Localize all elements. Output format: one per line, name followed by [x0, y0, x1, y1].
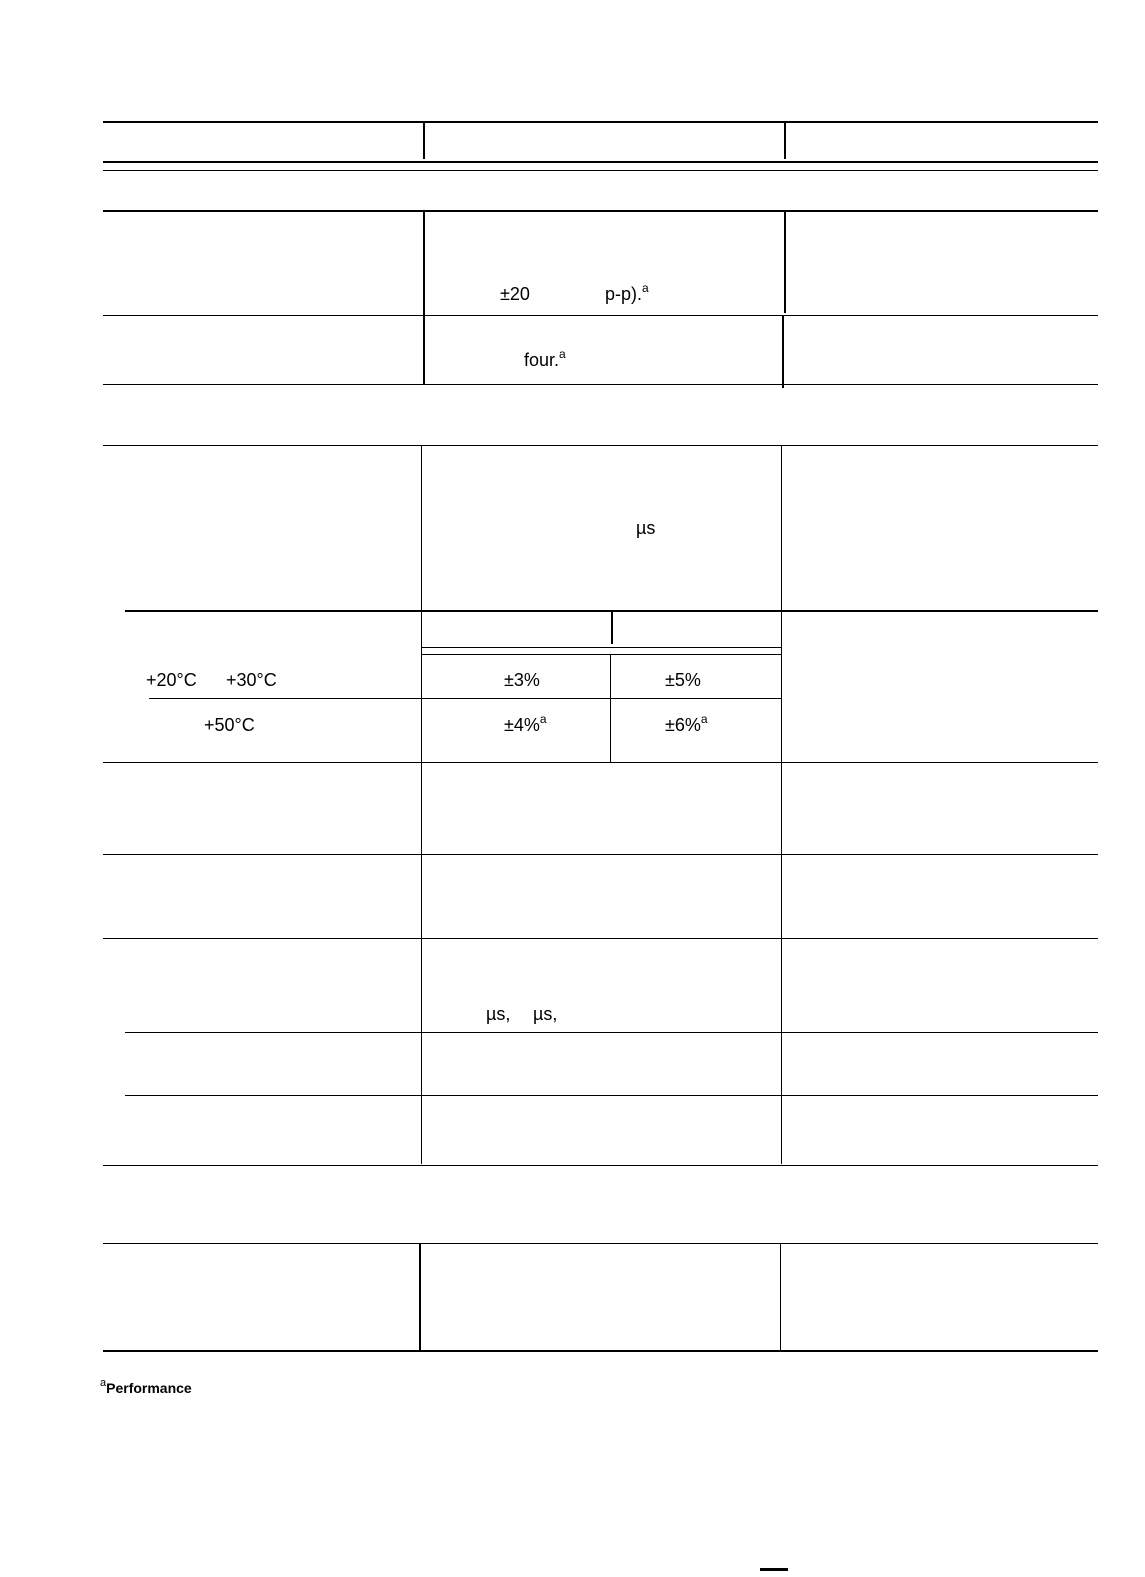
table-top-rule	[103, 121, 1098, 123]
section-1-bottom-rule	[103, 384, 1098, 385]
accuracy-b-col2: ±6%$^a$	[665, 712, 708, 735]
section-3-top-rule	[103, 1243, 1098, 1244]
accuracy-a-col2: ±5%	[665, 670, 701, 690]
row-5-bottom-rule	[103, 854, 1098, 855]
section-1-top-rule	[103, 210, 1098, 212]
accuracy-b-col1-footnote: a	[539, 712, 547, 726]
section-2-divider-2	[781, 446, 782, 1164]
section-1-divider-2	[784, 211, 786, 313]
row-3-unit: µs	[636, 518, 656, 538]
subtable-header-rule-2	[421, 654, 781, 655]
temp-range-a	[146, 670, 197, 690]
subtable-header-rule-1	[421, 647, 781, 648]
row-6-unit-2: µs,	[533, 1004, 558, 1024]
temp-range-a-high: +30°C	[226, 670, 277, 690]
subtable-header-divider	[611, 612, 613, 644]
row-2-footnote-marker: a	[559, 347, 566, 361]
row-6-bottom-rule	[125, 1032, 1098, 1033]
temp-row-divider-right	[421, 698, 781, 699]
section-1-divider-1	[423, 211, 425, 385]
footnote-text: Performance	[106, 1380, 192, 1396]
accuracy-b-col2-footnote: a	[700, 712, 708, 726]
row-1-spec-tolerance: ±20	[500, 284, 530, 304]
row-1-spec-tail: p-p).$^a$	[605, 281, 649, 304]
subtable-divider	[610, 654, 611, 762]
row-6-unit-1: µs,	[486, 1004, 511, 1024]
section-2-top-rule	[103, 445, 1098, 446]
section-3-divider-2	[780, 1244, 781, 1350]
temp-range-b: +50°C	[204, 715, 255, 735]
footnote-marker: a	[100, 1377, 107, 1389]
temp-row-divider-left	[149, 698, 421, 699]
section-2-divider-1	[421, 446, 422, 1164]
page-bottom-mark	[760, 1568, 788, 1571]
section-2-bottom-rule	[103, 1165, 1098, 1166]
row-7-bottom-rule	[125, 1095, 1098, 1096]
section-3-divider-1	[419, 1244, 421, 1350]
temp-a-low: +20°C	[146, 670, 197, 690]
table-bottom-rule	[103, 1350, 1098, 1352]
header-bottom-rule	[103, 161, 1098, 163]
header-double-rule	[103, 170, 1098, 171]
header-divider-2	[784, 122, 786, 159]
section-1-divider-2b	[782, 316, 784, 388]
accuracy-b-col1: ±4%$^a$	[504, 712, 547, 735]
header-divider-1	[423, 122, 425, 159]
row-1-footnote-marker: a	[642, 281, 649, 295]
row-2-spec: four.$^a$	[524, 347, 566, 370]
accuracy-a-col1: ±3%	[504, 670, 540, 690]
row-1-spec-value	[500, 284, 530, 304]
table-footnote	[100, 1377, 192, 1396]
row-4-bottom-rule	[103, 762, 1098, 763]
row-1-bottom-rule	[103, 315, 1098, 316]
row-6-top-rule	[103, 938, 1098, 939]
